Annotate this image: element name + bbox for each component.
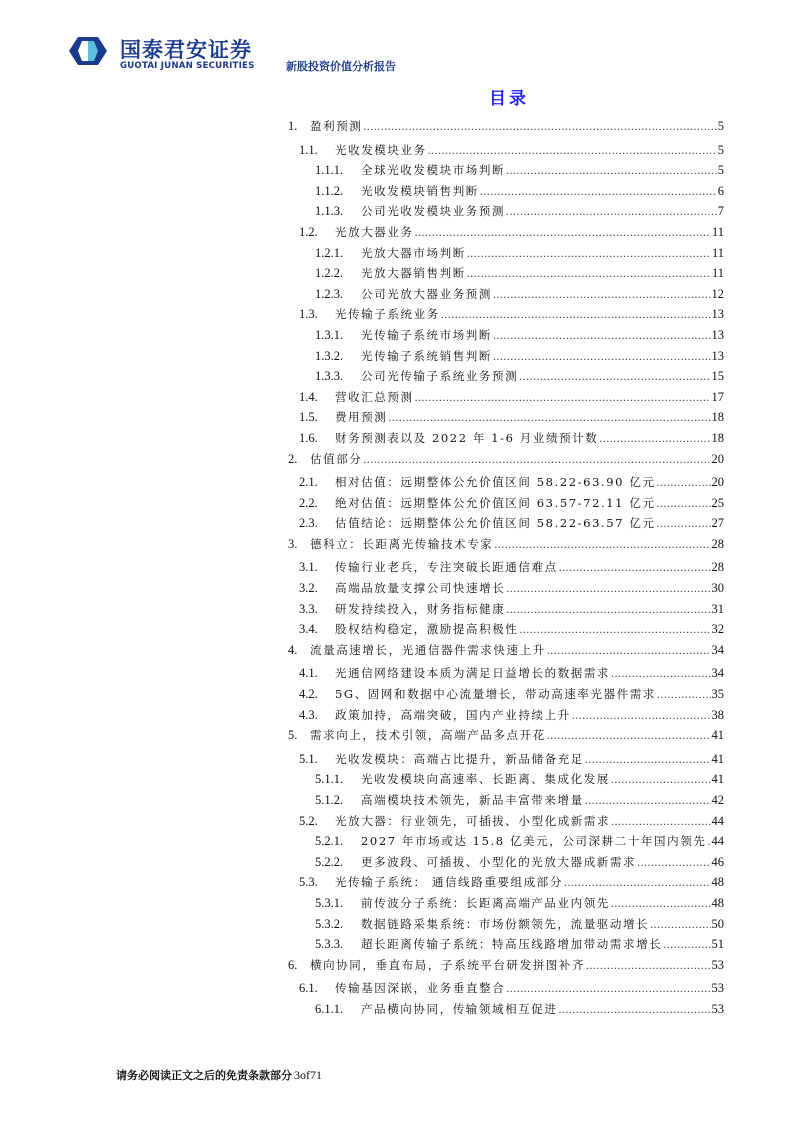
- toc-entry-page: 44: [711, 813, 724, 828]
- toc-entry[interactable]: [288, 790, 724, 811]
- toc-entry-number: 4.: [288, 642, 298, 657]
- toc-entry[interactable]: [288, 831, 724, 852]
- toc-entry-label: 5G、固网和数据中心流量增长，带动高速率光器件需求: [335, 687, 657, 702]
- toc-entry-number: 1.2.2.: [315, 266, 344, 281]
- toc-entry-label: 估值部分: [310, 451, 363, 466]
- toc-entry-label: 数据链路采集系统：市场份额领先，流量驱动增长: [361, 916, 650, 931]
- toc-entry-page: 5: [717, 142, 724, 157]
- toc-entry-page: 41: [711, 728, 724, 743]
- toc-entry-page: 25: [711, 495, 724, 510]
- toc-entry-label: 传输基因深嵌，业务垂直整合: [335, 981, 506, 996]
- table-of-contents: [288, 116, 724, 1020]
- toc-entry-page: 48: [711, 895, 724, 910]
- toc-entry-number: 5.2.: [299, 813, 318, 828]
- toc-entry[interactable]: [288, 304, 724, 325]
- toc-dot-leader: [637, 853, 710, 874]
- toc-entry-number: 1.5.: [299, 410, 318, 425]
- toc-entry[interactable]: [288, 934, 724, 955]
- toc-entry[interactable]: [288, 201, 724, 222]
- toc-entry-number: 3.3.: [299, 601, 318, 616]
- toc-entry-number: 6.1.1.: [315, 1001, 344, 1016]
- toc-dot-leader: [657, 473, 711, 494]
- toc-entry-number: 1.1.2.: [315, 183, 344, 198]
- toc-entry-page: 30: [711, 581, 724, 596]
- toc-dot-leader: [547, 726, 711, 747]
- toc-entry-page: 27: [711, 516, 724, 531]
- toc-entry-label: 产品横向协同，传输领域相互促进: [361, 1001, 558, 1016]
- toc-entry-label: 财务预测表以及 2022 年 1-6 月业绩预计数: [335, 430, 599, 445]
- toc-dot-leader: [611, 664, 710, 685]
- toc-entry-label: 流量高速增长，光通信器件需求快速上升: [310, 642, 546, 657]
- toc-entry[interactable]: [288, 181, 724, 202]
- toc-dot-leader: [519, 620, 710, 641]
- toc-dot-leader: [657, 514, 711, 535]
- toc-entry-label: 光收发模块向高速率、长距离、集成化发展: [361, 772, 610, 787]
- toc-entry-page: 12: [711, 286, 724, 301]
- page-indicator: 3of71: [294, 1068, 322, 1082]
- toc-entry-label: 高端模块技术领先，新品丰富带来增量: [361, 793, 584, 807]
- toc-entry-label: 公司光传输子系统业务预测: [361, 369, 519, 384]
- toc-entry-label: 研发持续投入，财务指标健康: [335, 601, 506, 616]
- toc-entry[interactable]: [288, 872, 724, 893]
- toc-dot-leader: [493, 347, 711, 368]
- toc-entry-number: 1.: [288, 119, 298, 133]
- toc-entry[interactable]: [288, 263, 724, 284]
- toc-entry-label: 光传输子系统： 通信线路重要组成部分: [335, 875, 563, 890]
- toc-dot-leader: [564, 873, 711, 894]
- toc-entry[interactable]: [288, 472, 724, 493]
- toc-entry-number: 3.1.: [299, 560, 318, 575]
- toc-entry-label: 相对估值：远期整体公允价值区间 58.22-63.90 亿元: [335, 475, 656, 490]
- toc-entry-page: 53: [711, 957, 724, 972]
- toc-entry-number: 5.3.3.: [315, 937, 344, 952]
- toc-entry-number: 5.2.1.: [315, 834, 344, 849]
- toc-entry-page: 42: [711, 793, 724, 807]
- toc-entry-page: 38: [711, 707, 724, 722]
- toc-dot-leader: [388, 408, 710, 429]
- toc-entry-number: 2.1.: [299, 475, 318, 490]
- toc-entry-number: 1.3.1.: [315, 327, 344, 342]
- toc-entry-label: 光传输子系统销售判断: [361, 348, 492, 363]
- toc-entry-number: 1.2.3.: [315, 286, 344, 301]
- toc-dot-leader: [585, 750, 711, 771]
- toc-dot-leader: [547, 641, 711, 662]
- toc-entry-number: 1.6.: [299, 430, 318, 445]
- toc-title: 目录: [489, 89, 529, 109]
- toc-entry-number: 2.: [288, 451, 298, 466]
- toc-entry-number: 5.3.1.: [315, 895, 344, 910]
- toc-entry-page: 11: [711, 266, 724, 281]
- toc-entry[interactable]: [288, 684, 724, 705]
- toc-entry[interactable]: [288, 893, 724, 914]
- toc-dot-leader: [506, 579, 710, 600]
- toc-entry[interactable]: [288, 534, 724, 555]
- toc-entry-page: 28: [711, 536, 724, 551]
- toc-dot-leader: [363, 450, 710, 471]
- toc-dot-leader: [657, 494, 711, 515]
- toc-dot-leader: [363, 117, 716, 138]
- toc-entry[interactable]: [288, 578, 724, 599]
- toc-entry[interactable]: [288, 513, 724, 534]
- toc-dot-leader: [559, 1000, 711, 1021]
- toc-entry-number: 4.1.: [299, 666, 318, 681]
- toc-entry[interactable]: [288, 284, 724, 305]
- toc-entry-label: 费用预测: [335, 410, 388, 425]
- toc-dot-leader: [415, 388, 711, 409]
- brand-name-en: GUOTAI JUNAN SECURITIES: [120, 61, 255, 71]
- toc-entry-number: 5.1.2.: [315, 793, 344, 807]
- toc-entry-label: 盈利预测: [310, 119, 363, 133]
- toc-entry-number: 5.3.2.: [315, 916, 344, 931]
- toc-entry-number: 1.1.1.: [315, 163, 344, 178]
- toc-entry-page: 13: [711, 348, 724, 363]
- toc-entry-number: 1.4.: [299, 389, 318, 404]
- toc-entry-label: 光放大器业务: [335, 224, 414, 239]
- toc-entry-page: 18: [711, 430, 724, 445]
- toc-dot-leader: [611, 770, 711, 791]
- toc-entry-page: 41: [711, 772, 724, 787]
- toc-dot-leader: [467, 264, 711, 285]
- toc-entry[interactable]: [288, 243, 724, 264]
- toc-entry-page: 50: [711, 916, 724, 931]
- toc-dot-leader: [441, 305, 711, 326]
- toc-entry-page: 20: [711, 451, 724, 466]
- toc-entry-number: 5.1.1.: [315, 772, 344, 787]
- toc-entry-label: 估值结论：远期整体公允价值区间 58.22-63.57 亿元: [335, 516, 656, 531]
- toc-entry[interactable]: [288, 428, 724, 449]
- toc-entry-number: 4.3.: [299, 707, 318, 722]
- toc-entry[interactable]: [288, 852, 724, 873]
- toc-entry-page: 44: [711, 834, 724, 849]
- toc-entry-label: 光收发模块：高端占比提升，新品储备充足: [335, 751, 584, 766]
- toc-entry[interactable]: [288, 222, 724, 243]
- toc-entry[interactable]: [288, 160, 724, 181]
- toc-entry-page: 41: [711, 751, 724, 766]
- toc-entry-page: 20: [711, 475, 724, 490]
- toc-entry-page: 46: [711, 854, 724, 869]
- toc-dot-leader: [506, 979, 710, 1000]
- toc-entry-page: 32: [711, 622, 724, 637]
- toc-dot-leader: [599, 429, 710, 450]
- toc-entry-label: 光传输子系统市场判断: [361, 327, 492, 342]
- toc-entry-number: 1.3.3.: [315, 369, 344, 384]
- toc-entry-label: 前传波分子系统：长距离高端产品业内领先: [361, 895, 610, 910]
- toc-dot-leader: [480, 182, 717, 203]
- toc-entry-label: 全球光收发模块市场判断: [361, 163, 506, 178]
- toc-entry-page: 34: [711, 642, 724, 657]
- toc-entry-number: 1.1.3.: [315, 204, 344, 219]
- toc-entry-page: 11: [711, 245, 724, 260]
- toc-entry-page: 53: [711, 1001, 724, 1016]
- report-header: [64, 34, 424, 74]
- toc-entry-label: 高端品放量支撑公司快速增长: [335, 581, 506, 596]
- toc-entry[interactable]: [288, 749, 724, 770]
- toc-entry-label: 公司光收发模块业务预测: [361, 204, 506, 219]
- toc-entry-number: 3.2.: [299, 581, 318, 596]
- toc-entry-label: 2027 年市场或达 15.8 亿美元，公司深耕二十年国内领先: [361, 834, 707, 849]
- toc-entry-number: 2.3.: [299, 516, 318, 531]
- toc-entry-label: 光放大器销售判断: [361, 266, 466, 281]
- toc-entry-number: 1.2.1.: [315, 245, 344, 260]
- toc-entry[interactable]: [288, 978, 724, 999]
- toc-entry[interactable]: [288, 619, 724, 640]
- toc-dot-leader: [494, 535, 710, 556]
- toc-entry-page: 17: [711, 389, 724, 404]
- toc-dot-leader: [506, 161, 717, 182]
- toc-entry-number: 5.3.: [299, 875, 318, 890]
- toc-entry[interactable]: [288, 955, 724, 976]
- toc-entry[interactable]: [288, 725, 724, 746]
- toc-entry-number: 1.2.: [299, 224, 318, 239]
- toc-entry-page: 18: [711, 410, 724, 425]
- toc-entry-page: 5: [717, 163, 724, 178]
- toc-dot-leader: [611, 812, 710, 833]
- toc-dot-leader: [611, 894, 711, 915]
- toc-dot-leader: [428, 141, 717, 162]
- toc-entry-number: 4.2.: [299, 687, 318, 702]
- toc-entry[interactable]: [288, 663, 724, 684]
- disclaimer-text: 请务必阅读正文之后的免责条款部分: [116, 1069, 292, 1082]
- toc-entry-number: 3.: [288, 536, 298, 551]
- toc-entry-number: 1.3.2.: [315, 348, 344, 363]
- toc-entry[interactable]: [288, 769, 724, 790]
- toc-entry-label: 政策加持，高端突破，国内产业持续上升: [335, 707, 571, 722]
- toc-entry-label: 更多波段、可插拔、小型化的光放大器成新需求: [361, 854, 637, 869]
- toc-entry-page: 34: [711, 666, 724, 681]
- toc-entry-page: 48: [711, 875, 724, 890]
- toc-entry-label: 绝对估值：远期整体公允价值区间 63.57-72.11 亿元: [335, 495, 656, 510]
- toc-entry[interactable]: [288, 705, 724, 726]
- toc-entry[interactable]: [288, 140, 724, 161]
- toc-entry[interactable]: [288, 387, 724, 408]
- toc-entry-number: 1.1.: [299, 142, 318, 157]
- toc-entry[interactable]: [288, 640, 724, 661]
- toc-entry-page: 13: [711, 307, 724, 322]
- page-footer: [116, 1067, 322, 1083]
- toc-dot-leader: [493, 285, 711, 306]
- toc-entry[interactable]: [288, 493, 724, 514]
- toc-entry-page: 5: [717, 119, 724, 133]
- toc-dot-leader: [506, 600, 710, 621]
- toc-entry-page: 11: [711, 224, 724, 239]
- toc-entry-label: 超长距离传输子系统：特高压线路增加带动需求增长: [361, 937, 663, 952]
- toc-entry[interactable]: [288, 914, 724, 935]
- toc-entry[interactable]: [288, 407, 724, 428]
- toc-entry-number: 2.2.: [299, 495, 318, 510]
- toc-entry-page: 31: [711, 601, 724, 616]
- toc-dot-leader: [663, 935, 710, 956]
- toc-entry[interactable]: [288, 346, 724, 367]
- toc-entry-label: 光放大器：行业领先，可插拔、小型化成新需求: [335, 813, 611, 828]
- toc-entry[interactable]: [288, 449, 724, 470]
- toc-entry-label: 光收发模块销售判断: [361, 183, 479, 198]
- toc-entry-label: 需求向上，技术引领，高端产品多点开花: [310, 728, 546, 743]
- toc-dot-leader: [650, 915, 710, 936]
- toc-entry-page: 13: [711, 327, 724, 342]
- toc-dot-leader: [572, 706, 711, 727]
- toc-entry-label: 股权结构稳定，激励提高积极性: [335, 622, 519, 637]
- toc-entry-label: 光传输子系统业务: [335, 307, 440, 322]
- toc-entry-label: 公司光放大器业务预测: [361, 286, 492, 301]
- toc-dot-leader: [519, 367, 710, 388]
- toc-entry-label: 营收汇总预测: [335, 389, 414, 404]
- toc-entry-page: 53: [711, 981, 724, 996]
- toc-entry-page: 28: [711, 560, 724, 575]
- toc-entry-page: 35: [711, 687, 724, 702]
- toc-entry-page: 6: [717, 183, 724, 198]
- toc-entry-number: 5.: [288, 728, 298, 743]
- toc-dot-leader: [506, 202, 717, 223]
- toc-dot-leader: [657, 685, 710, 706]
- toc-entry-label: 德科立：长距离光传输技术专家: [310, 536, 494, 551]
- toc-entry[interactable]: [288, 557, 724, 578]
- toc-entry[interactable]: [288, 811, 724, 832]
- toc-entry-number: 1.3.: [299, 307, 318, 322]
- toc-dot-leader: [559, 558, 711, 579]
- toc-entry-number: 5.1.: [299, 751, 318, 766]
- toc-dot-leader: [707, 832, 710, 853]
- toc-entry-label: 光收发模块业务: [335, 142, 427, 157]
- toc-dot-leader: [586, 956, 710, 977]
- toc-entry-label: 光放大器市场判断: [361, 245, 466, 260]
- toc-dot-leader: [467, 244, 711, 265]
- toc-entry[interactable]: [288, 366, 724, 387]
- toc-entry-page: 51: [711, 937, 724, 952]
- toc-entry-number: 5.2.2.: [315, 854, 344, 869]
- toc-entry-page: 15: [711, 369, 724, 384]
- brand-name-cn: 国泰君安证券: [120, 38, 252, 62]
- toc-entry[interactable]: [288, 599, 724, 620]
- toc-entry-number: 3.4.: [299, 622, 318, 637]
- report-type-label: 新股投资价值分析报告: [286, 60, 396, 73]
- toc-dot-leader: [415, 223, 711, 244]
- guotai-junan-logo-icon: [68, 36, 108, 66]
- toc-entry-page: 7: [717, 204, 724, 219]
- toc-entry-label: 光通信网络建设本质为满足日益增长的数据需求: [335, 666, 611, 681]
- toc-entry-label: 横向协同，垂直布局，子系统平台研发拼图补齐: [310, 957, 586, 972]
- toc-entry-number: 6.1.: [299, 981, 318, 996]
- toc-dot-leader: [585, 791, 711, 812]
- toc-entry[interactable]: [288, 116, 724, 137]
- toc-entry-number: 6.: [288, 957, 298, 972]
- toc-entry[interactable]: [288, 999, 724, 1020]
- toc-entry[interactable]: [288, 325, 724, 346]
- toc-dot-leader: [493, 326, 711, 347]
- toc-entry-label: 传输行业老兵，专注突破长距通信难点: [335, 560, 558, 575]
